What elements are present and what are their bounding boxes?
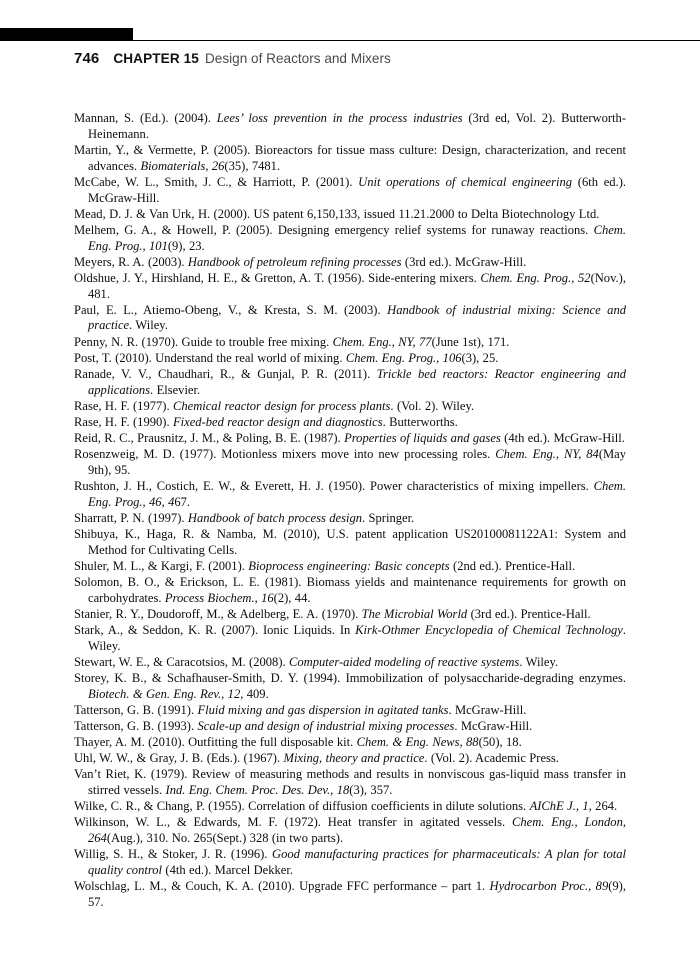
reference-entry: Thayer, A. M. (2010). Outfitting the full disposable kit. Chem. & Eng. News, 88(50), 18. <box>74 734 522 749</box>
running-head-thin-rule <box>133 40 700 41</box>
reference-entry: Stark, A., & Seddon, K. R. (2007). Ionic Liquids. In Kirk-Othmer Encyclopedia of Chemical Technology. Wiley. <box>74 622 626 653</box>
reference-entry: Post, T. (2010). Understand the real world of mixing. Chem. Eng. Prog., 106(3), 25. <box>74 350 499 365</box>
reference-entry: Mannan, S. (Ed.). (2004). Lees’ loss prevention in the process industries (3rd ed, Vol. 2). Butterworth-Heinemann. <box>74 111 626 141</box>
reference-entry: Meyers, R. A. (2003). Handbook of petroleum refining processes (3rd ed.). McGraw-Hill. <box>74 254 527 269</box>
chapter-label: CHAPTER 15 <box>113 51 199 66</box>
reference-entry: Reid, R. C., Prausnitz, J. M., & Poling, B. E. (1987). Properties of liquids and gases (4th ed.). McGraw-Hill. <box>74 430 625 445</box>
reference-entry: Uhl, W. W., & Gray, J. B. (Eds.). (1967). Mixing, theory and practice. (Vol. 2). Academic Press. <box>74 750 559 765</box>
running-head <box>74 50 634 68</box>
running-head-rule <box>0 28 700 41</box>
running-head-black-block <box>0 28 133 41</box>
reference-entry: Wolschlag, L. M., & Couch, K. A. (2010). Upgrade FFC performance – part 1. Hydrocarbon Proc., 89(9), 57. <box>74 878 626 909</box>
reference-entry: Wilke, C. R., & Chang, P. (1955). Correlation of diffusion coefficients in dilute solutions. AIChE J., 1, 264. <box>74 798 618 813</box>
reference-entry: Wilkinson, W. L., & Edwards, M. F. (1972). Heat transfer in agitated vessels. Chem. Eng., London, 264(Aug.), 310. No. 265(Sept.) 328 (in two parts). <box>74 814 626 845</box>
reference-entry: Penny, N. R. (1970). Guide to trouble free mixing. Chem. Eng., NY, 77(June 1st), 171. <box>74 334 510 349</box>
reference-entry: Rushton, J. H., Costich, E. W., & Everett, H. J. (1950). Power characteristics of mixing impellers. Chem. Eng. Prog., 46, 467. <box>74 478 626 509</box>
chapter-title: Design of Reactors and Mixers <box>204 51 391 66</box>
reference-entry: Storey, K. B., & Schafhauser-Smith, D. Y. (1994). Immobilization of polysaccharide-degrading enzymes. Biotech. & Gen. Eng. Rev., 12, 409. <box>74 670 626 701</box>
reference-list <box>74 111 626 911</box>
reference-entry: Stanier, R. Y., Doudoroff, M., & Adelberg, E. A. (1970). The Microbial World (3rd ed.). Prentice-Hall. <box>74 606 591 621</box>
reference-entry: Martin, Y., & Vermette, P. (2005). Bioreactors for tissue mass culture: Design, characterization, and recent advances. Biomaterials, 26(35), 7481. <box>74 142 626 173</box>
reference-entry: Rase, H. F. (1990). Fixed-bed reactor design and diagnostics. Butterworths. <box>74 414 458 429</box>
reference-entry: Van’t Riet, K. (1979). Review of measuring methods and results in nonviscous gas-liquid mass transfer in stirred vessels. Ind. Eng. Chem. Proc. Des. Dev., 18(3), 357. <box>74 766 626 797</box>
reference-entry: Shibuya, K., Haga, R. & Namba, M. (2010), U.S. patent application US20100081122A1: System and Method for Cultivating Cells. <box>74 526 626 557</box>
reference-entry: Solomon, B. O., & Erickson, L. E. (1981). Biomass yields and maintenance requirements for growth on carbohydrates. Process Biochem., 16(2), 44. <box>74 574 626 605</box>
reference-entry: Sharratt, P. N. (1997). Handbook of batch process design. Springer. <box>74 510 415 525</box>
page-number: 746 <box>74 50 100 67</box>
reference-entry: Rase, H. F. (1977). Chemical reactor design for process plants. (Vol. 2). Wiley. <box>74 398 475 413</box>
reference-entry: Melhem, G. A., & Howell, P. (2005). Designing emergency relief systems for runaway reactions. Chem. Eng. Prog., 101(9), 23. <box>74 222 626 253</box>
reference-entry: McCabe, W. L., Smith, J. C., & Harriott, P. (2001). Unit operations of chemical engineering (6th ed.). McGraw-Hill. <box>74 174 627 205</box>
reference-entry: Shuler, M. L., & Kargi, F. (2001). Bioprocess engineering: Basic concepts (2nd ed.). Prentice-Hall. <box>74 558 576 573</box>
reference-entry: Paul, E. L., Atiemo-Obeng, V., & Kresta, S. M. (2003). Handbook of industrial mixing: Science and practice. Wiley. <box>74 302 626 333</box>
reference-entry: Ranade, V. V., Chaudhari, R., & Gunjal, P. R. (2011). Trickle bed reactors: Reactor engineering and applications. Elsevier. <box>74 366 626 397</box>
reference-entry: Mead, D. J. & Van Urk, H. (2000). US patent 6,150,133, issued 11.21.2000 to Delta Biotechnology Ltd. <box>74 206 600 221</box>
reference-entry: Tatterson, G. B. (1991). Fluid mixing and gas dispersion in agitated tanks. McGraw-Hill. <box>74 702 527 717</box>
reference-entry: Tatterson, G. B. (1993). Scale-up and design of industrial mixing processes. McGraw-Hill. <box>74 718 533 733</box>
reference-entry: Rosenzweig, M. D. (1977). Motionless mixers move into new processing roles. Chem. Eng., NY, 84(May 9th), 95. <box>74 446 626 477</box>
reference-entry: Stewart, W. E., & Caracotsios, M. (2008). Computer-aided modeling of reactive systems. Wiley. <box>74 654 559 669</box>
reference-entry: Willig, S. H., & Stoker, J. R. (1996). Good manufacturing practices for pharmaceuticals: A plan for total quality control (4th ed.). Marcel Dekker. <box>74 846 626 877</box>
reference-entry: Oldshue, J. Y., Hirshland, H. E., & Gretton, A. T. (1956). Side-entering mixers. Chem. Eng. Prog., 52(Nov.), 481. <box>74 270 626 301</box>
